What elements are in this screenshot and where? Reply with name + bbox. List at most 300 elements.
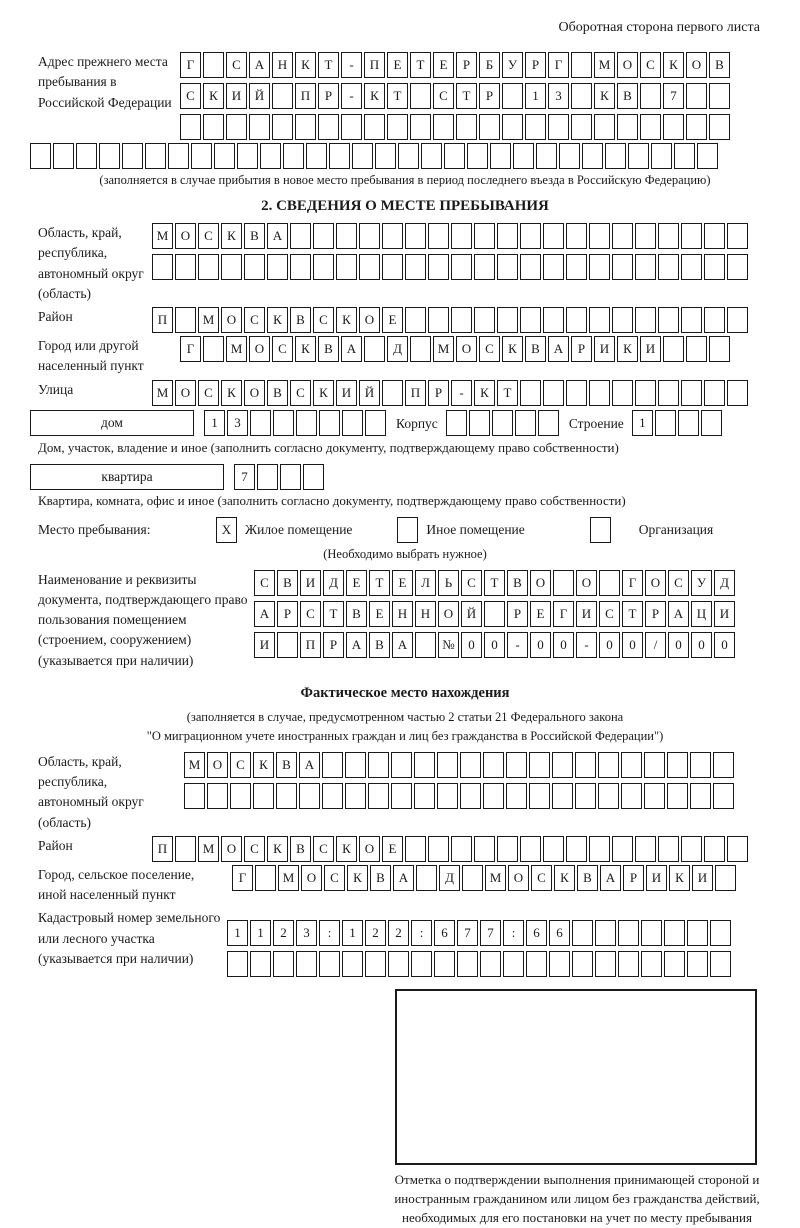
char-box[interactable] <box>612 307 633 333</box>
char-box[interactable] <box>681 254 702 280</box>
char-box[interactable]: 2 <box>365 920 386 946</box>
char-box[interactable] <box>621 783 642 809</box>
char-box[interactable] <box>520 307 541 333</box>
char-box[interactable] <box>701 410 722 436</box>
char-box[interactable] <box>618 951 639 977</box>
char-box[interactable] <box>704 223 725 249</box>
char-box[interactable]: 3 <box>227 410 248 436</box>
char-box[interactable] <box>365 410 386 436</box>
char-box[interactable]: К <box>364 83 385 109</box>
char-box[interactable]: Н <box>415 601 436 627</box>
char-box[interactable] <box>365 951 386 977</box>
char-box[interactable] <box>663 114 684 140</box>
char-box[interactable] <box>255 865 276 891</box>
char-box[interactable]: : <box>319 920 340 946</box>
char-box[interactable]: С <box>198 223 219 249</box>
char-box[interactable] <box>313 223 334 249</box>
char-box[interactable] <box>497 836 518 862</box>
char-box[interactable]: С <box>254 570 275 596</box>
char-box[interactable]: К <box>267 836 288 862</box>
char-box[interactable] <box>469 410 490 436</box>
char-box[interactable] <box>460 783 481 809</box>
char-box[interactable]: 1 <box>632 410 653 436</box>
char-box[interactable]: № <box>438 632 459 658</box>
char-box[interactable]: М <box>278 865 299 891</box>
char-box[interactable]: Е <box>382 307 403 333</box>
char-box[interactable]: К <box>295 52 316 78</box>
char-box[interactable] <box>382 380 403 406</box>
char-box[interactable]: К <box>203 83 224 109</box>
char-box[interactable]: С <box>599 601 620 627</box>
char-box[interactable] <box>552 783 573 809</box>
char-box[interactable]: Р <box>525 52 546 78</box>
char-box[interactable] <box>552 752 573 778</box>
char-box[interactable]: 3 <box>296 920 317 946</box>
char-box[interactable] <box>444 143 465 169</box>
char-box[interactable] <box>727 380 748 406</box>
char-box[interactable] <box>313 254 334 280</box>
char-box[interactable]: И <box>640 336 661 362</box>
char-box[interactable]: Р <box>323 632 344 658</box>
char-box[interactable]: - <box>576 632 597 658</box>
char-box[interactable]: М <box>198 307 219 333</box>
char-box[interactable]: О <box>359 836 380 862</box>
char-box[interactable]: О <box>221 836 242 862</box>
char-box[interactable]: Г <box>548 52 569 78</box>
char-box[interactable]: Р <box>571 336 592 362</box>
char-box[interactable]: В <box>617 83 638 109</box>
char-box[interactable] <box>664 920 685 946</box>
char-box[interactable] <box>589 380 610 406</box>
char-box[interactable]: А <box>299 752 320 778</box>
char-box[interactable]: В <box>277 570 298 596</box>
char-box[interactable] <box>655 410 676 436</box>
char-box[interactable] <box>364 336 385 362</box>
char-box[interactable] <box>553 570 574 596</box>
char-box[interactable] <box>451 223 472 249</box>
char-box[interactable] <box>497 307 518 333</box>
char-box[interactable] <box>667 783 688 809</box>
char-box[interactable] <box>497 223 518 249</box>
char-box[interactable] <box>543 223 564 249</box>
char-box[interactable] <box>267 254 288 280</box>
char-box[interactable] <box>352 143 373 169</box>
char-box[interactable] <box>520 380 541 406</box>
char-box[interactable]: В <box>276 752 297 778</box>
char-box[interactable]: 1 <box>525 83 546 109</box>
char-box[interactable] <box>303 464 324 490</box>
char-box[interactable] <box>713 783 734 809</box>
char-box[interactable]: Г <box>180 336 201 362</box>
char-box[interactable]: С <box>313 307 334 333</box>
char-box[interactable]: 6 <box>526 920 547 946</box>
char-box[interactable] <box>678 410 699 436</box>
char-box[interactable] <box>664 951 685 977</box>
char-box[interactable]: П <box>152 836 173 862</box>
char-box[interactable]: К <box>594 83 615 109</box>
char-box[interactable] <box>391 752 412 778</box>
char-box[interactable]: С <box>313 836 334 862</box>
char-box[interactable] <box>405 307 426 333</box>
char-box[interactable] <box>359 223 380 249</box>
char-box[interactable] <box>244 254 265 280</box>
char-box[interactable]: О <box>249 336 270 362</box>
char-box[interactable]: Т <box>369 570 390 596</box>
char-box[interactable]: П <box>405 380 426 406</box>
char-box[interactable]: А <box>600 865 621 891</box>
char-box[interactable] <box>681 380 702 406</box>
char-box[interactable] <box>341 114 362 140</box>
char-box[interactable]: 1 <box>204 410 225 436</box>
char-box[interactable] <box>644 783 665 809</box>
char-box[interactable] <box>250 410 271 436</box>
char-box[interactable]: Ь <box>438 570 459 596</box>
char-box[interactable] <box>621 752 642 778</box>
char-box[interactable]: Т <box>318 52 339 78</box>
char-box[interactable]: К <box>474 380 495 406</box>
char-box[interactable] <box>398 143 419 169</box>
char-box[interactable] <box>318 114 339 140</box>
char-box[interactable]: К <box>347 865 368 891</box>
char-box[interactable] <box>628 143 649 169</box>
char-box[interactable]: С <box>300 601 321 627</box>
char-box[interactable] <box>319 951 340 977</box>
char-box[interactable] <box>405 223 426 249</box>
char-box[interactable]: К <box>617 336 638 362</box>
char-box[interactable]: : <box>503 920 524 946</box>
char-box[interactable] <box>382 254 403 280</box>
char-box[interactable]: В <box>709 52 730 78</box>
char-box[interactable] <box>595 951 616 977</box>
char-box[interactable]: 6 <box>434 920 455 946</box>
char-box[interactable] <box>709 336 730 362</box>
char-box[interactable] <box>382 223 403 249</box>
char-box[interactable]: И <box>692 865 713 891</box>
char-box[interactable] <box>589 254 610 280</box>
char-box[interactable]: Т <box>387 83 408 109</box>
char-box[interactable] <box>520 836 541 862</box>
char-box[interactable]: В <box>346 601 367 627</box>
char-box[interactable] <box>460 752 481 778</box>
char-box[interactable]: М <box>433 336 454 362</box>
char-box[interactable]: С <box>226 52 247 78</box>
char-box[interactable]: Р <box>428 380 449 406</box>
char-box[interactable] <box>474 307 495 333</box>
char-box[interactable]: В <box>290 836 311 862</box>
char-box[interactable] <box>437 752 458 778</box>
char-box[interactable] <box>715 865 736 891</box>
char-box[interactable]: К <box>554 865 575 891</box>
char-box[interactable]: У <box>502 52 523 78</box>
char-box[interactable]: Р <box>623 865 644 891</box>
char-box[interactable] <box>227 951 248 977</box>
char-box[interactable]: / <box>645 632 666 658</box>
char-box[interactable] <box>667 752 688 778</box>
checkbox-residential[interactable]: X <box>216 517 237 543</box>
char-box[interactable]: В <box>507 570 528 596</box>
char-box[interactable]: 0 <box>461 632 482 658</box>
char-box[interactable]: Г <box>622 570 643 596</box>
char-box[interactable]: Е <box>392 570 413 596</box>
char-box[interactable] <box>451 836 472 862</box>
char-box[interactable]: А <box>548 336 569 362</box>
char-box[interactable] <box>641 951 662 977</box>
char-box[interactable] <box>658 380 679 406</box>
char-box[interactable]: О <box>175 223 196 249</box>
char-box[interactable]: Р <box>318 83 339 109</box>
char-box[interactable] <box>589 223 610 249</box>
char-box[interactable] <box>168 143 189 169</box>
char-box[interactable]: К <box>502 336 523 362</box>
char-box[interactable] <box>513 143 534 169</box>
char-box[interactable] <box>416 865 437 891</box>
char-box[interactable] <box>474 836 495 862</box>
char-box[interactable] <box>457 951 478 977</box>
char-box[interactable] <box>359 254 380 280</box>
char-box[interactable] <box>690 783 711 809</box>
char-box[interactable] <box>306 143 327 169</box>
char-box[interactable] <box>296 410 317 436</box>
char-box[interactable]: М <box>152 380 173 406</box>
char-box[interactable]: О <box>686 52 707 78</box>
char-box[interactable] <box>203 114 224 140</box>
char-box[interactable] <box>175 836 196 862</box>
char-box[interactable] <box>122 143 143 169</box>
char-box[interactable]: У <box>691 570 712 596</box>
char-box[interactable]: М <box>226 336 247 362</box>
char-box[interactable] <box>277 632 298 658</box>
char-box[interactable]: И <box>594 336 615 362</box>
char-box[interactable] <box>437 783 458 809</box>
char-box[interactable] <box>391 783 412 809</box>
char-box[interactable]: К <box>669 865 690 891</box>
char-box[interactable] <box>451 307 472 333</box>
char-box[interactable]: О <box>530 570 551 596</box>
char-box[interactable] <box>414 783 435 809</box>
char-box[interactable]: - <box>341 83 362 109</box>
char-box[interactable] <box>299 783 320 809</box>
char-box[interactable]: В <box>525 336 546 362</box>
char-box[interactable] <box>30 143 51 169</box>
char-box[interactable]: С <box>324 865 345 891</box>
char-box[interactable] <box>686 114 707 140</box>
char-box[interactable] <box>575 783 596 809</box>
char-box[interactable]: О <box>301 865 322 891</box>
char-box[interactable]: М <box>184 752 205 778</box>
char-box[interactable]: Е <box>346 570 367 596</box>
char-box[interactable]: 0 <box>714 632 735 658</box>
char-box[interactable] <box>479 114 500 140</box>
char-box[interactable] <box>462 865 483 891</box>
char-box[interactable]: 3 <box>548 83 569 109</box>
char-box[interactable] <box>253 783 274 809</box>
char-box[interactable] <box>536 143 557 169</box>
char-box[interactable] <box>492 410 513 436</box>
char-box[interactable] <box>483 783 504 809</box>
char-box[interactable]: В <box>290 307 311 333</box>
char-box[interactable] <box>566 380 587 406</box>
char-box[interactable] <box>566 223 587 249</box>
char-box[interactable]: М <box>594 52 615 78</box>
checkbox-residential[interactable] <box>216 517 239 543</box>
char-box[interactable] <box>543 380 564 406</box>
char-box[interactable] <box>368 783 389 809</box>
char-box[interactable] <box>697 143 718 169</box>
char-box[interactable] <box>727 836 748 862</box>
char-box[interactable] <box>226 114 247 140</box>
char-box[interactable] <box>207 783 228 809</box>
char-box[interactable] <box>342 410 363 436</box>
char-box[interactable]: - <box>341 52 362 78</box>
char-box[interactable] <box>674 143 695 169</box>
char-box[interactable]: О <box>508 865 529 891</box>
char-box[interactable]: К <box>336 836 357 862</box>
char-box[interactable] <box>221 254 242 280</box>
char-box[interactable]: С <box>180 83 201 109</box>
char-box[interactable] <box>428 223 449 249</box>
char-box[interactable] <box>446 410 467 436</box>
char-box[interactable]: В <box>244 223 265 249</box>
char-box[interactable]: А <box>341 336 362 362</box>
char-box[interactable]: Р <box>456 52 477 78</box>
char-box[interactable]: О <box>576 570 597 596</box>
char-box[interactable]: С <box>461 570 482 596</box>
char-box[interactable]: С <box>433 83 454 109</box>
char-box[interactable] <box>467 143 488 169</box>
char-box[interactable] <box>490 143 511 169</box>
char-box[interactable] <box>571 114 592 140</box>
char-box[interactable] <box>260 143 281 169</box>
char-box[interactable] <box>296 951 317 977</box>
char-box[interactable] <box>503 951 524 977</box>
char-box[interactable]: А <box>254 601 275 627</box>
char-box[interactable] <box>175 307 196 333</box>
char-box[interactable] <box>549 951 570 977</box>
char-box[interactable]: Н <box>392 601 413 627</box>
char-box[interactable]: - <box>451 380 472 406</box>
char-box[interactable]: Д <box>439 865 460 891</box>
char-box[interactable]: 0 <box>553 632 574 658</box>
char-box[interactable] <box>273 410 294 436</box>
char-box[interactable] <box>502 114 523 140</box>
char-box[interactable]: Т <box>410 52 431 78</box>
char-box[interactable]: 0 <box>668 632 689 658</box>
char-box[interactable] <box>566 307 587 333</box>
char-box[interactable]: М <box>198 836 219 862</box>
char-box[interactable]: Т <box>456 83 477 109</box>
char-box[interactable]: С <box>479 336 500 362</box>
char-box[interactable] <box>681 836 702 862</box>
char-box[interactable] <box>595 920 616 946</box>
char-box[interactable] <box>175 254 196 280</box>
char-box[interactable]: К <box>221 380 242 406</box>
char-box[interactable]: 1 <box>227 920 248 946</box>
char-box[interactable]: С <box>198 380 219 406</box>
char-box[interactable] <box>612 836 633 862</box>
char-box[interactable] <box>640 114 661 140</box>
char-box[interactable]: Б <box>479 52 500 78</box>
char-box[interactable] <box>506 752 527 778</box>
char-box[interactable]: С <box>531 865 552 891</box>
char-box[interactable]: 1 <box>342 920 363 946</box>
char-box[interactable]: Г <box>180 52 201 78</box>
char-box[interactable] <box>410 336 431 362</box>
char-box[interactable] <box>249 114 270 140</box>
char-box[interactable] <box>434 951 455 977</box>
char-box[interactable] <box>99 143 120 169</box>
char-box[interactable] <box>484 601 505 627</box>
char-box[interactable] <box>686 83 707 109</box>
char-box[interactable] <box>414 752 435 778</box>
char-box[interactable] <box>410 83 431 109</box>
char-box[interactable]: Й <box>359 380 380 406</box>
char-box[interactable]: И <box>576 601 597 627</box>
char-box[interactable]: 2 <box>388 920 409 946</box>
char-box[interactable] <box>640 83 661 109</box>
char-box[interactable] <box>342 951 363 977</box>
char-box[interactable]: В <box>577 865 598 891</box>
char-box[interactable] <box>582 143 603 169</box>
char-box[interactable]: А <box>392 632 413 658</box>
char-box[interactable]: С <box>244 307 265 333</box>
char-box[interactable] <box>329 143 350 169</box>
char-box[interactable] <box>336 254 357 280</box>
char-box[interactable]: Ц <box>691 601 712 627</box>
char-box[interactable] <box>658 836 679 862</box>
char-box[interactable] <box>322 752 343 778</box>
char-box[interactable] <box>548 114 569 140</box>
char-box[interactable]: К <box>295 336 316 362</box>
char-box[interactable] <box>515 410 536 436</box>
char-box[interactable]: И <box>226 83 247 109</box>
char-box[interactable] <box>681 307 702 333</box>
char-box[interactable]: Р <box>479 83 500 109</box>
char-box[interactable]: И <box>646 865 667 891</box>
char-box[interactable] <box>687 951 708 977</box>
char-box[interactable]: О <box>244 380 265 406</box>
char-box[interactable]: А <box>249 52 270 78</box>
char-box[interactable]: 7 <box>663 83 684 109</box>
char-box[interactable] <box>599 570 620 596</box>
char-box[interactable] <box>456 114 477 140</box>
char-box[interactable] <box>520 254 541 280</box>
char-box[interactable] <box>214 143 235 169</box>
char-box[interactable] <box>520 223 541 249</box>
char-box[interactable]: П <box>152 307 173 333</box>
char-box[interactable] <box>709 83 730 109</box>
char-box[interactable] <box>589 836 610 862</box>
char-box[interactable]: Й <box>249 83 270 109</box>
char-box[interactable] <box>368 752 389 778</box>
char-box[interactable]: О <box>207 752 228 778</box>
char-box[interactable]: Р <box>645 601 666 627</box>
char-box[interactable] <box>180 114 201 140</box>
checkbox-organization[interactable] <box>590 517 613 543</box>
char-box[interactable] <box>428 836 449 862</box>
char-box[interactable]: К <box>253 752 274 778</box>
char-box[interactable]: 0 <box>484 632 505 658</box>
char-box[interactable] <box>704 307 725 333</box>
char-box[interactable] <box>405 836 426 862</box>
char-box[interactable]: И <box>300 570 321 596</box>
char-box[interactable] <box>198 254 219 280</box>
char-box[interactable]: А <box>346 632 367 658</box>
char-box[interactable] <box>428 254 449 280</box>
char-box[interactable]: П <box>295 83 316 109</box>
char-box[interactable] <box>145 143 166 169</box>
char-box[interactable] <box>663 336 684 362</box>
char-box[interactable] <box>704 254 725 280</box>
